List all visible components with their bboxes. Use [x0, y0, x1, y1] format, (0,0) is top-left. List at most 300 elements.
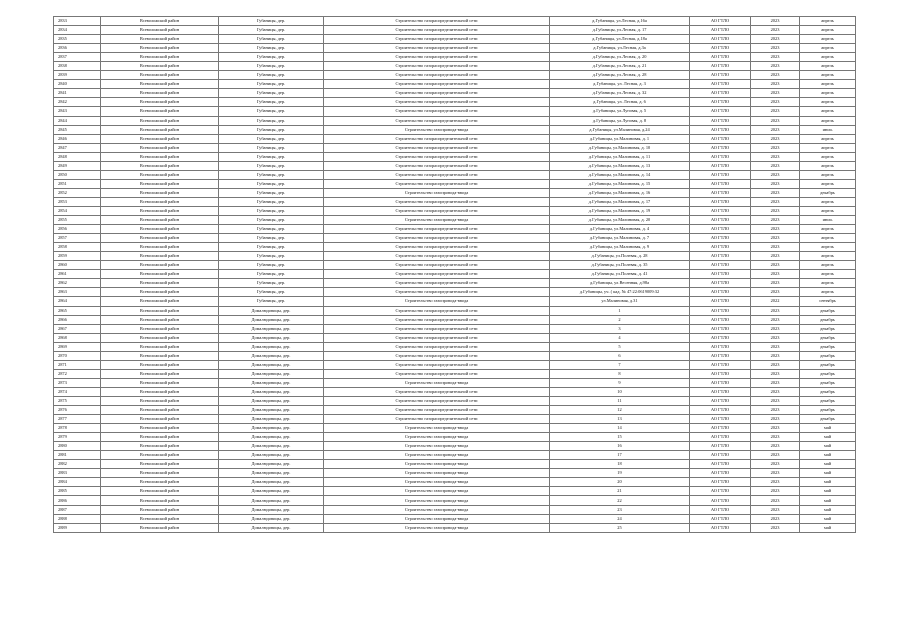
- work-type-cell: Строительство газораспределительной сети: [324, 315, 550, 324]
- contractor-cell: АО ГТЛО: [690, 197, 751, 206]
- row-number-cell: 2881: [54, 451, 101, 460]
- contractor-cell: АО ГТЛО: [690, 442, 751, 451]
- address-cell: 19: [550, 469, 690, 478]
- settlement-cell: Губаницы, дер.: [219, 98, 324, 107]
- address-cell: 24: [550, 514, 690, 523]
- settlement-cell: Губаницы, дер.: [219, 26, 324, 35]
- month-cell: май: [800, 523, 856, 532]
- year-cell: 2023: [751, 324, 800, 333]
- district-cell: Всеволожский район: [101, 505, 219, 514]
- address-cell: д.Губаницы, ул.Лесная, д.3а: [550, 44, 690, 53]
- year-cell: 2023: [751, 35, 800, 44]
- table-row: [54, 261, 856, 270]
- address-cell: д.Губаницы, ул.Малиновая, д. 11: [550, 152, 690, 161]
- settlement-cell: Губаницы, дер.: [219, 44, 324, 53]
- row-number-cell: 2841: [54, 89, 101, 98]
- district-cell: Всеволожский район: [101, 378, 219, 387]
- year-cell: 2023: [751, 134, 800, 143]
- contractor-cell: АО ГТЛО: [690, 243, 751, 252]
- work-type-cell: Строительство газораспределительной сети: [324, 324, 550, 333]
- settlement-cell: Губаницы, дер.: [219, 80, 324, 89]
- table-row: [54, 161, 856, 170]
- table-row: [54, 125, 856, 134]
- table-row: [54, 44, 856, 53]
- district-cell: Всеволожский район: [101, 35, 219, 44]
- month-cell: декабрь: [800, 351, 856, 360]
- work-type-cell: Строительство газопровода-ввода: [324, 297, 550, 306]
- contractor-cell: АО ГТЛО: [690, 288, 751, 297]
- month-cell: апрель: [800, 152, 856, 161]
- contractor-cell: АО ГТЛО: [690, 279, 751, 288]
- district-cell: Всеволожский район: [101, 44, 219, 53]
- district-cell: Всеволожский район: [101, 261, 219, 270]
- row-number-cell: 2888: [54, 514, 101, 523]
- address-cell: 21: [550, 487, 690, 496]
- contractor-cell: АО ГТЛО: [690, 134, 751, 143]
- row-number-cell: 2836: [54, 44, 101, 53]
- contractor-cell: АО ГТЛО: [690, 396, 751, 405]
- contractor-cell: АО ГТЛО: [690, 71, 751, 80]
- row-number-cell: 2864: [54, 297, 101, 306]
- row-number-cell: 2865: [54, 306, 101, 315]
- month-cell: декабрь: [800, 378, 856, 387]
- district-cell: Всеволожский район: [101, 279, 219, 288]
- table-row: [54, 460, 856, 469]
- year-cell: 2023: [751, 433, 800, 442]
- table-row: [54, 396, 856, 405]
- year-cell: 2023: [751, 261, 800, 270]
- table-body: [54, 17, 856, 533]
- contractor-cell: АО ГТЛО: [690, 487, 751, 496]
- district-cell: Всеволожский район: [101, 152, 219, 161]
- table-row: [54, 179, 856, 188]
- month-cell: апрель: [800, 243, 856, 252]
- row-number-cell: 2840: [54, 80, 101, 89]
- table-row: [54, 26, 856, 35]
- month-cell: декабрь: [800, 360, 856, 369]
- row-number-cell: 2834: [54, 26, 101, 35]
- row-number-cell: 2835: [54, 35, 101, 44]
- address-cell: 23: [550, 505, 690, 514]
- row-number-cell: 2874: [54, 387, 101, 396]
- month-cell: апрель: [800, 143, 856, 152]
- district-cell: Всеволожский район: [101, 396, 219, 405]
- settlement-cell: Домалюдовицы, дер.: [219, 415, 324, 424]
- address-cell: д.Губаницы, ул.Малиновая, д. 13: [550, 161, 690, 170]
- work-type-cell: Строительство газопровода-ввода: [324, 478, 550, 487]
- year-cell: 2023: [751, 53, 800, 62]
- table-row: [54, 324, 856, 333]
- table-row: [54, 116, 856, 125]
- table-row: [54, 252, 856, 261]
- row-number-cell: 2857: [54, 234, 101, 243]
- table-row: [54, 415, 856, 424]
- address-cell: д.Губаницы, ул.Малиновая, д. 14: [550, 170, 690, 179]
- month-cell: декабрь: [800, 342, 856, 351]
- year-cell: 2023: [751, 71, 800, 80]
- contractor-cell: АО ГТЛО: [690, 89, 751, 98]
- address-cell: 20: [550, 478, 690, 487]
- address-cell: д.Губаницы, ул. Лесная, д. 6: [550, 98, 690, 107]
- settlement-cell: Губаницы, дер.: [219, 35, 324, 44]
- month-cell: апрель: [800, 71, 856, 80]
- work-type-cell: Строительство газопровода-ввода: [324, 496, 550, 505]
- work-type-cell: Строительство газораспределительной сети: [324, 396, 550, 405]
- year-cell: 2023: [751, 161, 800, 170]
- month-cell: апрель: [800, 225, 856, 234]
- year-cell: 2023: [751, 505, 800, 514]
- district-cell: Всеволожский район: [101, 487, 219, 496]
- month-cell: май: [800, 442, 856, 451]
- table-row: [54, 17, 856, 26]
- month-cell: апрель: [800, 53, 856, 62]
- settlement-cell: Домалюдовицы, дер.: [219, 442, 324, 451]
- district-cell: Всеволожский район: [101, 351, 219, 360]
- work-type-cell: Строительство газораспределительной сети: [324, 53, 550, 62]
- table-row: [54, 496, 856, 505]
- contractor-cell: АО ГТЛО: [690, 306, 751, 315]
- row-number-cell: 2863: [54, 288, 101, 297]
- year-cell: 2023: [751, 125, 800, 134]
- district-cell: Всеволожский район: [101, 234, 219, 243]
- work-type-cell: Строительство газораспределительной сети: [324, 116, 550, 125]
- address-cell: ул.Малиновая, д.31: [550, 297, 690, 306]
- month-cell: апрель: [800, 161, 856, 170]
- work-type-cell: Строительство газопровода-ввода: [324, 505, 550, 514]
- table-row: [54, 270, 856, 279]
- table-row: [54, 197, 856, 206]
- address-cell: 13: [550, 415, 690, 424]
- address-cell: д.Губаницы, ул.Лесная, д.16а: [550, 17, 690, 26]
- district-cell: Всеволожский район: [101, 252, 219, 261]
- month-cell: апрель: [800, 179, 856, 188]
- year-cell: 2023: [751, 62, 800, 71]
- work-type-cell: Строительство газораспределительной сети: [324, 107, 550, 116]
- contractor-cell: АО ГТЛО: [690, 505, 751, 514]
- year-cell: 2023: [751, 107, 800, 116]
- table-row: [54, 523, 856, 532]
- row-number-cell: 2854: [54, 206, 101, 215]
- address-cell: 6: [550, 351, 690, 360]
- work-type-cell: Строительство газораспределительной сети: [324, 342, 550, 351]
- year-cell: 2023: [751, 478, 800, 487]
- district-cell: Всеволожский район: [101, 387, 219, 396]
- month-cell: май: [800, 460, 856, 469]
- month-cell: апрель: [800, 279, 856, 288]
- contractor-cell: АО ГТЛО: [690, 161, 751, 170]
- address-cell: д.Губаницы, ул.Малиновая, д. 16: [550, 188, 690, 197]
- address-cell: 16: [550, 442, 690, 451]
- address-cell: д.Губаницы, ул.Лесная, д. 32: [550, 89, 690, 98]
- work-type-cell: Строительство газораспределительной сети: [324, 415, 550, 424]
- table-row: [54, 62, 856, 71]
- row-number-cell: 2878: [54, 424, 101, 433]
- contractor-cell: АО ГТЛО: [690, 26, 751, 35]
- district-cell: Всеволожский район: [101, 89, 219, 98]
- work-type-cell: Строительство газопровода-ввода: [324, 460, 550, 469]
- row-number-cell: 2849: [54, 161, 101, 170]
- table-row: [54, 89, 856, 98]
- month-cell: апрель: [800, 62, 856, 71]
- row-number-cell: 2860: [54, 261, 101, 270]
- address-cell: д.Губаницы, ул.Малиновая, д. 17: [550, 197, 690, 206]
- table-row: [54, 451, 856, 460]
- work-type-cell: Строительство газораспределительной сети: [324, 306, 550, 315]
- settlement-cell: Губаницы, дер.: [219, 71, 324, 80]
- year-cell: 2023: [751, 369, 800, 378]
- month-cell: сентябрь: [800, 297, 856, 306]
- address-cell: д.Губаницы, ул. Лесная, д. 3: [550, 80, 690, 89]
- row-number-cell: 2844: [54, 116, 101, 125]
- settlement-cell: Домалюдовицы, дер.: [219, 514, 324, 523]
- settlement-cell: Губаницы, дер.: [219, 179, 324, 188]
- work-type-cell: Строительство газопровода-ввода: [324, 514, 550, 523]
- month-cell: апрель: [800, 107, 856, 116]
- month-cell: июль: [800, 125, 856, 134]
- table-row: [54, 188, 856, 197]
- row-number-cell: 2886: [54, 496, 101, 505]
- year-cell: 2023: [751, 80, 800, 89]
- row-number-cell: 2869: [54, 342, 101, 351]
- month-cell: май: [800, 433, 856, 442]
- settlement-cell: Домалюдовицы, дер.: [219, 460, 324, 469]
- year-cell: 2023: [751, 315, 800, 324]
- district-cell: Всеволожский район: [101, 26, 219, 35]
- month-cell: май: [800, 505, 856, 514]
- address-cell: 14: [550, 424, 690, 433]
- month-cell: декабрь: [800, 315, 856, 324]
- settlement-cell: Губаницы, дер.: [219, 216, 324, 225]
- contractor-cell: АО ГТЛО: [690, 44, 751, 53]
- year-cell: 2023: [751, 424, 800, 433]
- settlement-cell: Губаницы, дер.: [219, 107, 324, 116]
- row-number-cell: 2839: [54, 71, 101, 80]
- work-type-cell: Строительство газопровода-ввода: [324, 523, 550, 532]
- work-type-cell: Строительство газораспределительной сети: [324, 261, 550, 270]
- settlement-cell: Губаницы, дер.: [219, 62, 324, 71]
- settlement-cell: Губаницы, дер.: [219, 252, 324, 261]
- table-row: [54, 487, 856, 496]
- work-type-cell: Строительство газораспределительной сети: [324, 179, 550, 188]
- work-type-cell: Строительство газораспределительной сети: [324, 62, 550, 71]
- month-cell: декабрь: [800, 406, 856, 415]
- year-cell: 2023: [751, 378, 800, 387]
- district-cell: Всеволожский район: [101, 424, 219, 433]
- address-cell: 2: [550, 315, 690, 324]
- table-row: [54, 152, 856, 161]
- month-cell: май: [800, 478, 856, 487]
- row-number-cell: 2872: [54, 369, 101, 378]
- table-row: [54, 143, 856, 152]
- district-cell: Всеволожский район: [101, 107, 219, 116]
- row-number-cell: 2848: [54, 152, 101, 161]
- row-number-cell: 2846: [54, 134, 101, 143]
- work-type-cell: Строительство газораспределительной сети: [324, 98, 550, 107]
- settlement-cell: Домалюдовицы, дер.: [219, 396, 324, 405]
- district-cell: Всеволожский район: [101, 315, 219, 324]
- settlement-cell: Домалюдовицы, дер.: [219, 478, 324, 487]
- address-cell: д.Губаницы, ул.Малиновая, д. 9: [550, 243, 690, 252]
- row-number-cell: 2884: [54, 478, 101, 487]
- work-type-cell: Строительство газопровода-ввода: [324, 125, 550, 134]
- work-type-cell: Строительство газораспределительной сети: [324, 406, 550, 415]
- year-cell: 2023: [751, 216, 800, 225]
- year-cell: 2023: [751, 243, 800, 252]
- work-type-cell: Строительство газораспределительной сети: [324, 26, 550, 35]
- settlement-cell: Домалюдовицы, дер.: [219, 315, 324, 324]
- address-cell: 15: [550, 433, 690, 442]
- work-type-cell: Строительство газопровода-ввода: [324, 216, 550, 225]
- year-cell: 2023: [751, 225, 800, 234]
- work-type-cell: Строительство газораспределительной сети: [324, 71, 550, 80]
- row-number-cell: 2853: [54, 197, 101, 206]
- row-number-cell: 2875: [54, 396, 101, 405]
- district-cell: Всеволожский район: [101, 98, 219, 107]
- table-row: [54, 243, 856, 252]
- work-type-cell: Строительство газопровода-ввода: [324, 469, 550, 478]
- month-cell: апрель: [800, 98, 856, 107]
- settlement-cell: Губаницы, дер.: [219, 197, 324, 206]
- settlement-cell: Домалюдовицы, дер.: [219, 496, 324, 505]
- settlement-cell: Домалюдовицы, дер.: [219, 424, 324, 433]
- address-cell: д.Губаницы, ул.Малиновая, д. 15: [550, 179, 690, 188]
- settlement-cell: Домалюдовицы, дер.: [219, 433, 324, 442]
- month-cell: апрель: [800, 170, 856, 179]
- gasification-schedule-table: [53, 16, 856, 533]
- address-cell: 25: [550, 523, 690, 532]
- settlement-cell: Губаницы, дер.: [219, 143, 324, 152]
- settlement-cell: Домалюдовицы, дер.: [219, 324, 324, 333]
- table-row: [54, 216, 856, 225]
- year-cell: 2023: [751, 514, 800, 523]
- month-cell: апрель: [800, 116, 856, 125]
- contractor-cell: АО ГТЛО: [690, 297, 751, 306]
- work-type-cell: Строительство газораспределительной сети: [324, 35, 550, 44]
- year-cell: 2023: [751, 252, 800, 261]
- contractor-cell: АО ГТЛО: [690, 514, 751, 523]
- address-cell: 5: [550, 342, 690, 351]
- district-cell: Всеволожский район: [101, 288, 219, 297]
- month-cell: май: [800, 469, 856, 478]
- settlement-cell: Домалюдовицы, дер.: [219, 469, 324, 478]
- row-number-cell: 2880: [54, 442, 101, 451]
- work-type-cell: Строительство газопровода-ввода: [324, 378, 550, 387]
- settlement-cell: Домалюдовицы, дер.: [219, 333, 324, 342]
- month-cell: апрель: [800, 197, 856, 206]
- contractor-cell: АО ГТЛО: [690, 17, 751, 26]
- contractor-cell: АО ГТЛО: [690, 496, 751, 505]
- contractor-cell: АО ГТЛО: [690, 234, 751, 243]
- table-row: [54, 369, 856, 378]
- row-number-cell: 2868: [54, 333, 101, 342]
- year-cell: 2023: [751, 387, 800, 396]
- address-cell: д.Губаницы, уч. ( кад. № 47:22:0619009:32: [550, 288, 690, 297]
- row-number-cell: 2861: [54, 270, 101, 279]
- contractor-cell: АО ГТЛО: [690, 98, 751, 107]
- row-number-cell: 2883: [54, 469, 101, 478]
- district-cell: Всеволожский район: [101, 442, 219, 451]
- year-cell: 2023: [751, 206, 800, 215]
- settlement-cell: Домалюдовицы, дер.: [219, 487, 324, 496]
- year-cell: 2023: [751, 270, 800, 279]
- address-cell: д.Губаницы, ул.Малиновая, д. 1: [550, 134, 690, 143]
- month-cell: апрель: [800, 234, 856, 243]
- address-cell: д.Губаницы, ул.Малиновая, д. 7: [550, 234, 690, 243]
- spreadsheet-page: [53, 16, 855, 533]
- contractor-cell: АО ГТЛО: [690, 116, 751, 125]
- contractor-cell: АО ГТЛО: [690, 53, 751, 62]
- work-type-cell: Строительство газораспределительной сети: [324, 270, 550, 279]
- district-cell: Всеволожский район: [101, 478, 219, 487]
- district-cell: Всеволожский район: [101, 71, 219, 80]
- row-number-cell: 2882: [54, 460, 101, 469]
- month-cell: апрель: [800, 26, 856, 35]
- contractor-cell: АО ГТЛО: [690, 351, 751, 360]
- table-row: [54, 288, 856, 297]
- row-number-cell: 2876: [54, 406, 101, 415]
- row-number-cell: 2867: [54, 324, 101, 333]
- table-row: [54, 424, 856, 433]
- row-number-cell: 2856: [54, 225, 101, 234]
- row-number-cell: 2842: [54, 98, 101, 107]
- settlement-cell: Домалюдовицы, дер.: [219, 406, 324, 415]
- contractor-cell: АО ГТЛО: [690, 333, 751, 342]
- month-cell: апрель: [800, 288, 856, 297]
- work-type-cell: Строительство газопровода-ввода: [324, 442, 550, 451]
- address-cell: д.Губаницы, ул.Малиновая, д. 19: [550, 206, 690, 215]
- month-cell: декабрь: [800, 333, 856, 342]
- year-cell: 2023: [751, 152, 800, 161]
- contractor-cell: АО ГТЛО: [690, 170, 751, 179]
- contractor-cell: АО ГТЛО: [690, 188, 751, 197]
- settlement-cell: Губаницы, дер.: [219, 89, 324, 98]
- work-type-cell: Строительство газораспределительной сети: [324, 333, 550, 342]
- contractor-cell: АО ГТЛО: [690, 469, 751, 478]
- address-cell: 18: [550, 460, 690, 469]
- month-cell: декабрь: [800, 324, 856, 333]
- address-cell: д.Губаницы, ул.Луговая, д. 5: [550, 107, 690, 116]
- contractor-cell: АО ГТЛО: [690, 324, 751, 333]
- contractor-cell: АО ГТЛО: [690, 179, 751, 188]
- row-number-cell: 2889: [54, 523, 101, 532]
- settlement-cell: Губаницы, дер.: [219, 288, 324, 297]
- settlement-cell: Губаницы, дер.: [219, 161, 324, 170]
- row-number-cell: 2879: [54, 433, 101, 442]
- month-cell: апрель: [800, 252, 856, 261]
- month-cell: декабрь: [800, 306, 856, 315]
- month-cell: апрель: [800, 80, 856, 89]
- contractor-cell: АО ГТЛО: [690, 107, 751, 116]
- contractor-cell: АО ГТЛО: [690, 143, 751, 152]
- settlement-cell: Домалюдовицы, дер.: [219, 306, 324, 315]
- settlement-cell: Домалюдовицы, дер.: [219, 387, 324, 396]
- table-row: [54, 514, 856, 523]
- settlement-cell: Домалюдовицы, дер.: [219, 505, 324, 514]
- year-cell: 2023: [751, 89, 800, 98]
- table-row: [54, 279, 856, 288]
- table-row: [54, 442, 856, 451]
- settlement-cell: Губаницы, дер.: [219, 152, 324, 161]
- address-cell: д.Губаницы, ул.Лесная, д. 21: [550, 62, 690, 71]
- contractor-cell: АО ГТЛО: [690, 433, 751, 442]
- year-cell: 2023: [751, 351, 800, 360]
- year-cell: 2023: [751, 360, 800, 369]
- table-row: [54, 306, 856, 315]
- work-type-cell: Строительство газораспределительной сети: [324, 206, 550, 215]
- work-type-cell: Строительство газораспределительной сети: [324, 369, 550, 378]
- district-cell: Всеволожский район: [101, 80, 219, 89]
- month-cell: апрель: [800, 44, 856, 53]
